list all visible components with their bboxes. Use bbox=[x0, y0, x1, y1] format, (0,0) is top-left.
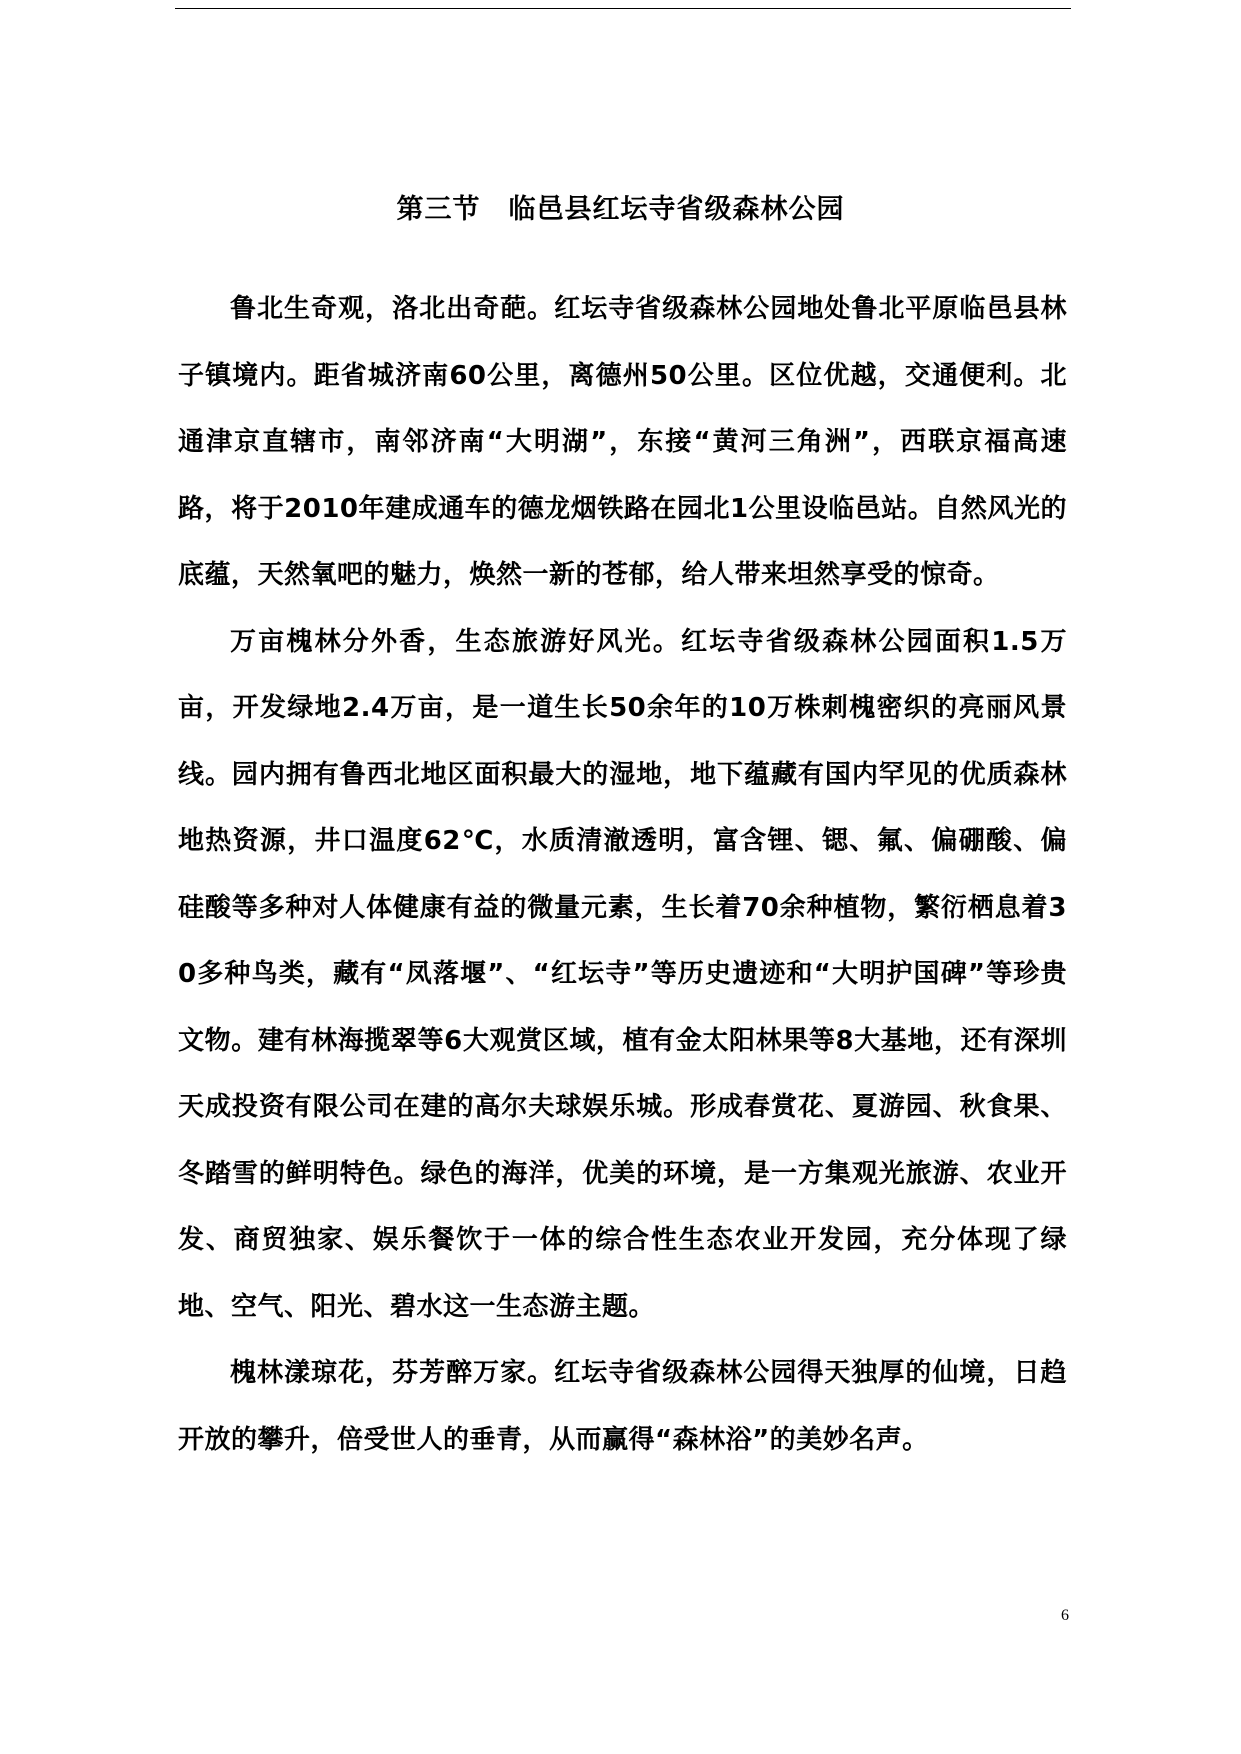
paragraph-3: 槐林漾琼花，芬芳醉万家。红坛寺省级森林公园得天独厚的仙境，日趋开放的攀升，倍受世人的垂青，从而赢得“森林浴”的美妙名声。 bbox=[178, 1358, 1067, 1455]
header-rule bbox=[175, 8, 1071, 9]
section-title: 第三节 临邑县红坛寺省级森林公园 bbox=[396, 194, 845, 225]
paragraph-1: 鲁北生奇观，洛北出奇葩。红坛寺省级森林公园地处鲁北平原临邑县林子镇境内。距省城济南60公里，离德州50公里。区位优越，交通便利。北通津京直辖市，南邻济南“大明湖”，东接“黄河三角洲”，西联京福高速路，将于2010年建成通车的德龙烟铁路在园北1公里设临邑站。自然风光的底蕴，天然氧吧的魅力，焕然一新的苍郁，给人带来坦然享受的惊奇。 bbox=[178, 294, 1067, 590]
page-number: 6 bbox=[1061, 1607, 1069, 1624]
paragraph-2: 万亩槐林分外香，生态旅游好风光。红坛寺省级森林公园面积1.5万亩，开发绿地2.4万亩，是一道生长50余年的10万株刺槐密织的亮丽风景线。园内拥有鲁西北地区面积最大的湿地，地下蕴藏有国内罕见的优质森林地热资源，井口温度62℃，水质清澈透明，富含锂、锶、氟、偏硼酸、偏硅酸等多种对人体健康有益的微量元素，生长着70余种植物，繁衍栖息着30多种鸟类，藏有“凤落堰”、“红坛寺”等历史遗迹和“大明护国碑”等珍贵文物。建有林海揽翠等6大观赏区域，植有金太阳林果等8大基地，还有深圳天成投资有限公司在建的高尔夫球娱乐城。形成春赏花、夏游园、秋食果、冬踏雪的鲜明特色。绿色的海洋，优美的环境，是一方集观光旅游、农业开发、商贸独家、娱乐餐饮于一体的综合性生态农业开发园，充分体现了绿地、空气、阳光、碧水这一生态游主题。 bbox=[178, 626, 1067, 1322]
body-text bbox=[178, 276, 1067, 1473]
